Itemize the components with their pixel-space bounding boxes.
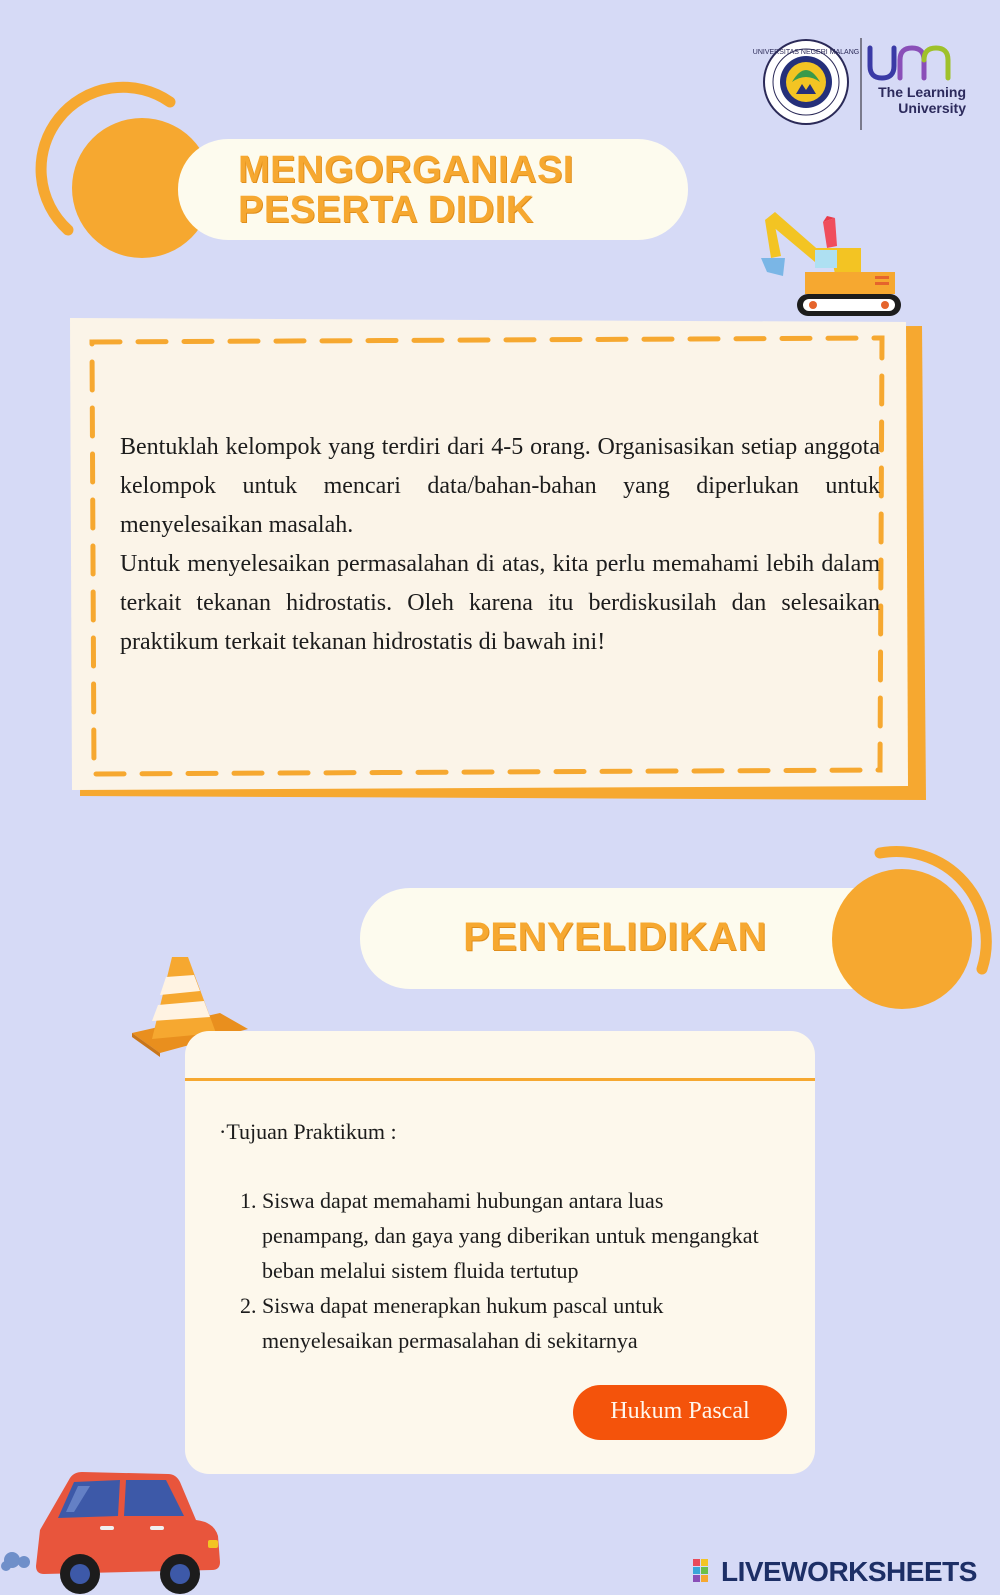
logo-tagline-line2: University <box>898 100 966 116</box>
list-item-number: 1. <box>240 1188 257 1213</box>
instructions-paragraph1: Bentuklah kelompok yang terdiri dari 4-5 orang. Organisasikan setiap anggota kelompok untuk mencari data/bahan-bahan yang diperlukan untuk menyelesaikan masalah. <box>120 434 880 538</box>
liveworksheets-brand-text: LIVEWORKSHEETS <box>721 1556 977 1587</box>
title-line1: MENGORGANIASI <box>238 149 574 191</box>
liveworksheets-brand[interactable] <box>693 1555 993 1589</box>
instructions-paragraph2: Untuk menyelesaikan permasalahan di atas, kita perlu memahami lebih dalam terkait tekanan hidrostatis. Oleh karena itu berdiskusilah dan selesaikan praktikum terkait tekanan hidrostatis di bawah ini! <box>120 551 880 655</box>
title-line2: PESERTA DIDIK <box>238 189 534 231</box>
page-title <box>238 150 658 230</box>
instructions-text <box>120 428 880 662</box>
um-logo-mark-icon <box>866 42 961 82</box>
list-item <box>240 1288 760 1358</box>
objectives-heading: ·Tujuan Praktikum : <box>219 1119 397 1144</box>
car-icon <box>0 1470 225 1595</box>
list-item-text: Siswa dapat menerapkan hukum pascal untuk menyelesaikan permasalahan di sekitarnya <box>262 1293 664 1353</box>
seal-ring-text: UNIVERSITAS NEGERI MALANG <box>752 49 860 56</box>
logo-tagline-line1: The Learning <box>878 84 966 100</box>
excavator-icon <box>765 212 915 330</box>
seal-monogram: UM <box>799 93 813 102</box>
logo-divider <box>860 38 862 130</box>
hukum-pascal-button[interactable]: Hukum Pascal <box>573 1385 787 1440</box>
card-divider <box>185 1078 815 1081</box>
section2-title: PENYELIDIKAN <box>463 915 767 959</box>
um-logo <box>752 34 966 132</box>
logo-tagline <box>866 84 966 116</box>
list-item-number: 2. <box>240 1293 257 1318</box>
objectives-list <box>240 1183 760 1358</box>
liveworksheets-grid-icon <box>693 1559 717 1583</box>
list-item <box>240 1183 760 1288</box>
um-seal-icon <box>752 38 860 126</box>
list-item-text: Siswa dapat memahami hubungan antara luas penampang, dan gaya yang diberikan untuk mengangkat beban melalui sistem fluida tertutup <box>262 1188 759 1283</box>
